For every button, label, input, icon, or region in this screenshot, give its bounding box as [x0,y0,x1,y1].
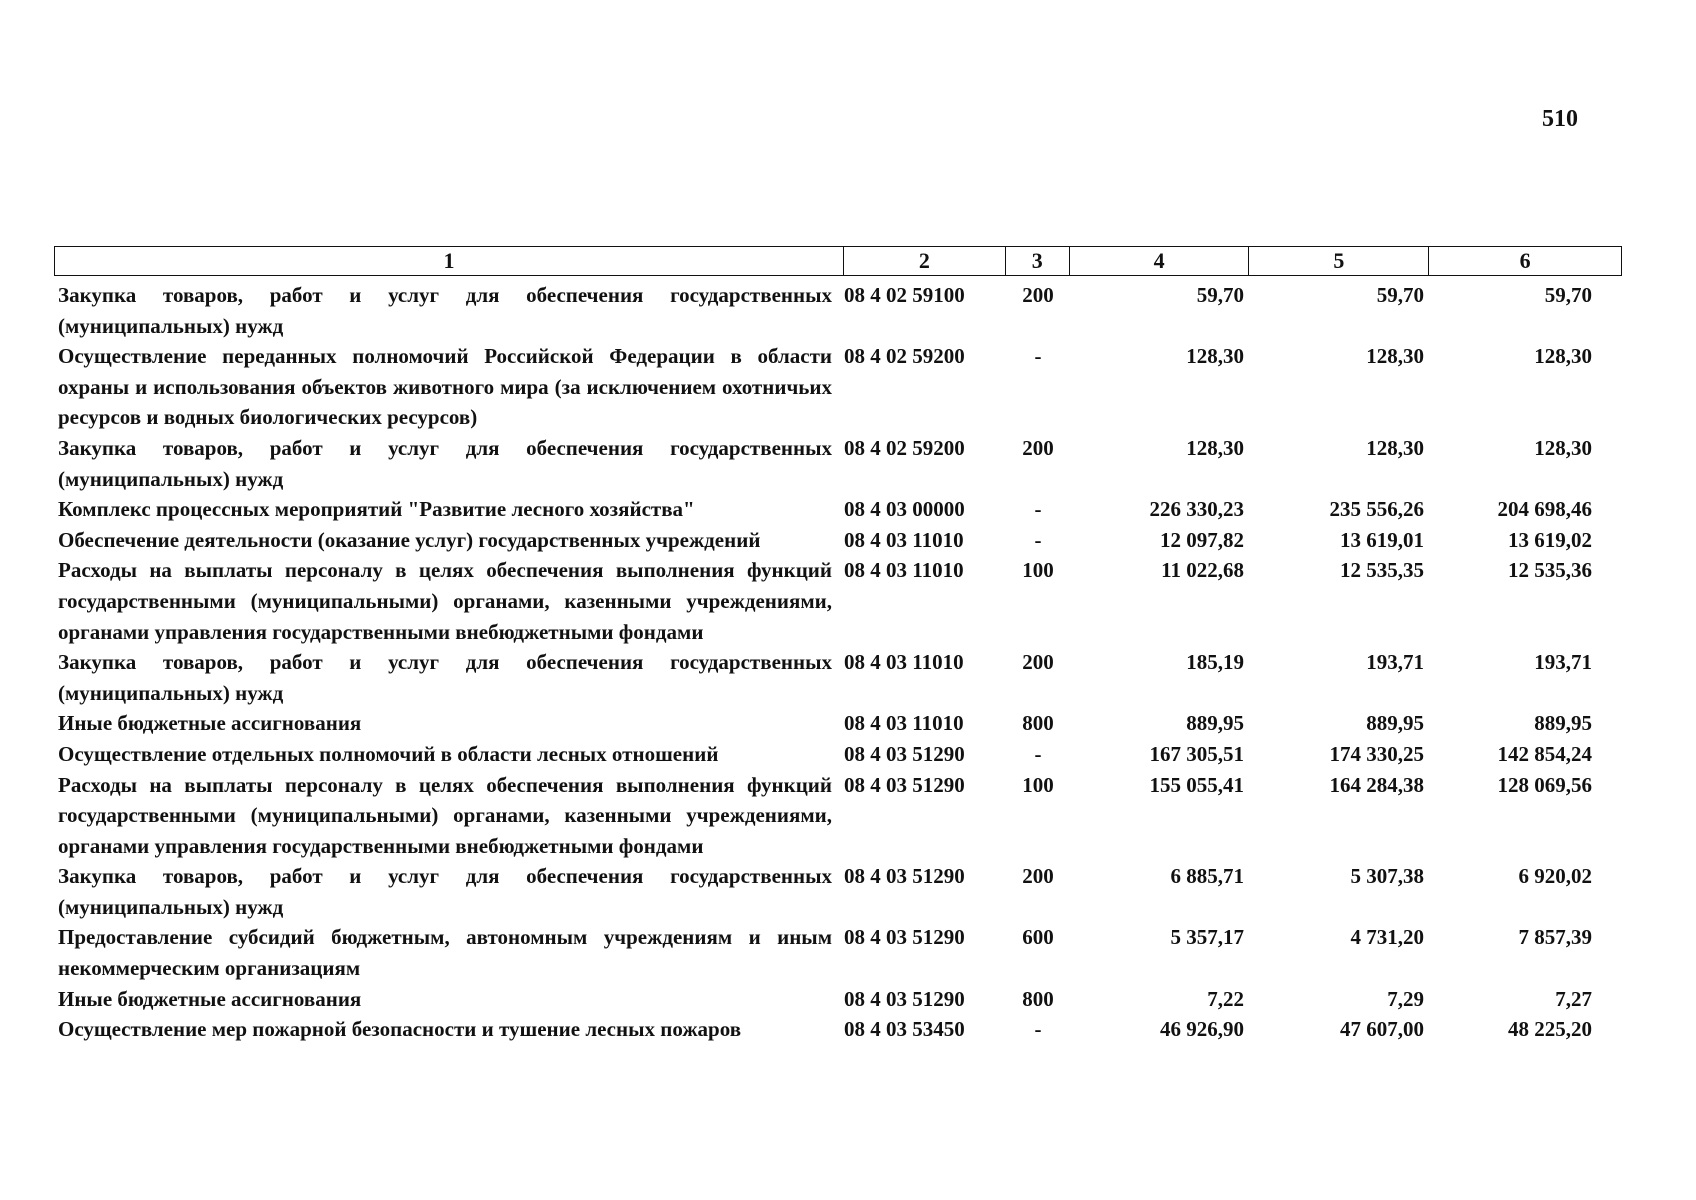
page-number: 510 [1542,106,1578,132]
row-type: 100 [1022,558,1054,583]
row-value-6: 7,27 [1555,986,1592,1011]
row-value-6: 6 920,02 [1518,864,1592,889]
row-name: Предоставление субсидий бюджетным, автономным учреждениям и иным некоммерческим организациям [58,925,832,981]
row-code: 08 4 03 11010 [844,527,964,552]
row-type: 800 [1022,711,1054,736]
table-row [58,770,1622,862]
row-value-4: 12 097,82 [1160,527,1244,552]
row-value-6: 128,30 [1534,344,1592,369]
row-type: 800 [1022,986,1054,1011]
row-value-4: 128,30 [1186,344,1244,369]
row-code: 08 4 03 51290 [844,925,965,950]
row-code: 08 4 02 59100 [844,283,965,307]
row-value-4: 6 885,71 [1170,864,1244,889]
row-name: Закупка товаров, работ и услуг для обеспечения государственных (муниципальных) нужд [58,864,832,919]
row-value-5: 235 556,26 [1329,497,1424,522]
row-code: 08 4 03 11010 [844,650,964,675]
row-value-4: 5 357,17 [1170,925,1244,950]
row-value-5: 174 330,25 [1329,741,1424,766]
row-value-6: 889,95 [1534,711,1592,736]
row-name: Закупка товаров, работ и услуг для обеспечения государственных (муниципальных) нужд [58,650,832,705]
row-name: Комплекс процессных мероприятий "Развитие лесного хозяйства" [58,497,695,522]
row-value-6: 7 857,39 [1518,925,1592,950]
table-row [58,280,1622,341]
row-code: 08 4 03 00000 [844,497,965,522]
row-name: Обеспечение деятельности (оказание услуг) государственных учреждений [58,527,761,552]
row-name: Иные бюджетные ассигнования [58,711,362,736]
row-code: 08 4 03 51290 [844,772,965,797]
row-name: Осуществление мер пожарной безопасности и тушение лесных пожаров [58,1017,742,1042]
row-value-5: 164 284,38 [1329,772,1424,797]
row-code: 08 4 02 59200 [844,344,965,369]
table-row [58,739,1622,770]
table-row [58,984,1622,1015]
row-value-5: 193,71 [1366,650,1424,675]
row-value-4: 226 330,23 [1149,497,1244,522]
row-code: 08 4 03 51290 [844,741,965,766]
row-value-5: 128,30 [1366,344,1424,369]
row-type: - [1034,344,1042,369]
table-row [58,922,1622,983]
table-row [58,341,1622,433]
row-value-4: 155 055,41 [1149,772,1244,797]
row-value-6: 12 535,36 [1508,558,1592,583]
table-row [58,525,1622,556]
table-row [58,647,1622,708]
row-type: 600 [1022,925,1054,950]
row-type: - [1034,527,1042,552]
row-name: Закупка товаров, работ и услуг для обеспечения государственных (муниципальных) нужд [58,435,832,491]
row-value-4: 889,95 [1186,711,1244,736]
row-value-6: 128 069,56 [1497,772,1592,797]
header-col-1: 1 [55,247,844,275]
row-code: 08 4 03 51290 [844,864,965,889]
row-type: 100 [1022,772,1054,797]
header-col-3: 3 [1006,247,1070,275]
row-type: 200 [1022,864,1054,889]
table-row [58,433,1622,494]
row-code: 08 4 03 51290 [844,986,965,1011]
table-body [58,280,1622,1045]
row-value-6: 59,70 [1544,283,1592,307]
row-value-5: 4 731,20 [1350,925,1424,950]
row-code: 08 4 03 11010 [844,711,964,736]
table-row [58,555,1622,647]
row-value-4: 59,70 [1196,283,1244,307]
row-value-4: 7,22 [1207,986,1244,1011]
row-value-5: 47 607,00 [1340,1017,1424,1042]
row-value-5: 13 619,01 [1340,527,1424,552]
row-name: Закупка товаров, работ и услуг для обеспечения государственных (муниципальных) нужд [58,283,832,338]
row-code: 08 4 03 53450 [844,1017,965,1042]
row-name: Иные бюджетные ассигнования [58,986,362,1011]
row-value-6: 128,30 [1534,435,1592,460]
row-value-5: 889,95 [1366,711,1424,736]
header-col-4: 4 [1070,247,1250,275]
row-type: 200 [1022,283,1054,307]
header-col-5: 5 [1249,247,1429,275]
row-value-4: 167 305,51 [1149,741,1244,766]
table-row [58,708,1622,739]
row-value-4: 128,30 [1186,435,1244,460]
row-type: - [1034,1017,1042,1042]
row-code: 08 4 02 59200 [844,435,965,460]
row-value-5: 59,70 [1376,283,1424,307]
header-col-2: 2 [844,247,1006,275]
table-row [58,861,1622,922]
row-value-5: 5 307,38 [1350,864,1424,889]
header-col-6: 6 [1519,248,1531,273]
row-type: - [1034,741,1042,766]
row-name: Осуществление отдельных полномочий в области лесных отношений [58,741,719,766]
row-name: Расходы на выплаты персоналу в целях обеспечения выполнения функций государственными (муниципальными) органами, казенными учреждениями, органами управления государственными внебюджетными фондами [58,558,832,644]
row-value-5: 7,29 [1387,986,1424,1011]
row-type: 200 [1022,650,1054,675]
table-row [58,494,1622,525]
row-name: Осуществление переданных полномочий Российской Федерации в области охраны и использования объектов животного мира (за исключением охотничьих ресурсов и водных биологических ресурсов) [58,344,832,430]
row-value-6: 48 225,20 [1508,1017,1592,1042]
row-value-4: 11 022,68 [1161,558,1244,583]
table-row [58,1014,1622,1045]
row-value-6: 13 619,02 [1508,527,1592,552]
row-value-4: 185,19 [1186,650,1244,675]
row-type: 200 [1022,435,1054,460]
row-value-6: 193,71 [1534,650,1592,675]
row-type: - [1034,497,1042,522]
row-value-5: 128,30 [1366,435,1424,460]
table-header [54,246,1622,276]
row-name: Расходы на выплаты персоналу в целях обеспечения выполнения функций государственными (муниципальными) органами, казенными учреждениями, органами управления государственными внебюджетными фондами [58,772,832,858]
row-value-5: 12 535,35 [1340,558,1424,583]
row-value-4: 46 926,90 [1160,1017,1244,1042]
row-code: 08 4 03 11010 [844,558,964,583]
row-value-6: 204 698,46 [1497,497,1592,522]
row-value-6: 142 854,24 [1497,741,1592,766]
